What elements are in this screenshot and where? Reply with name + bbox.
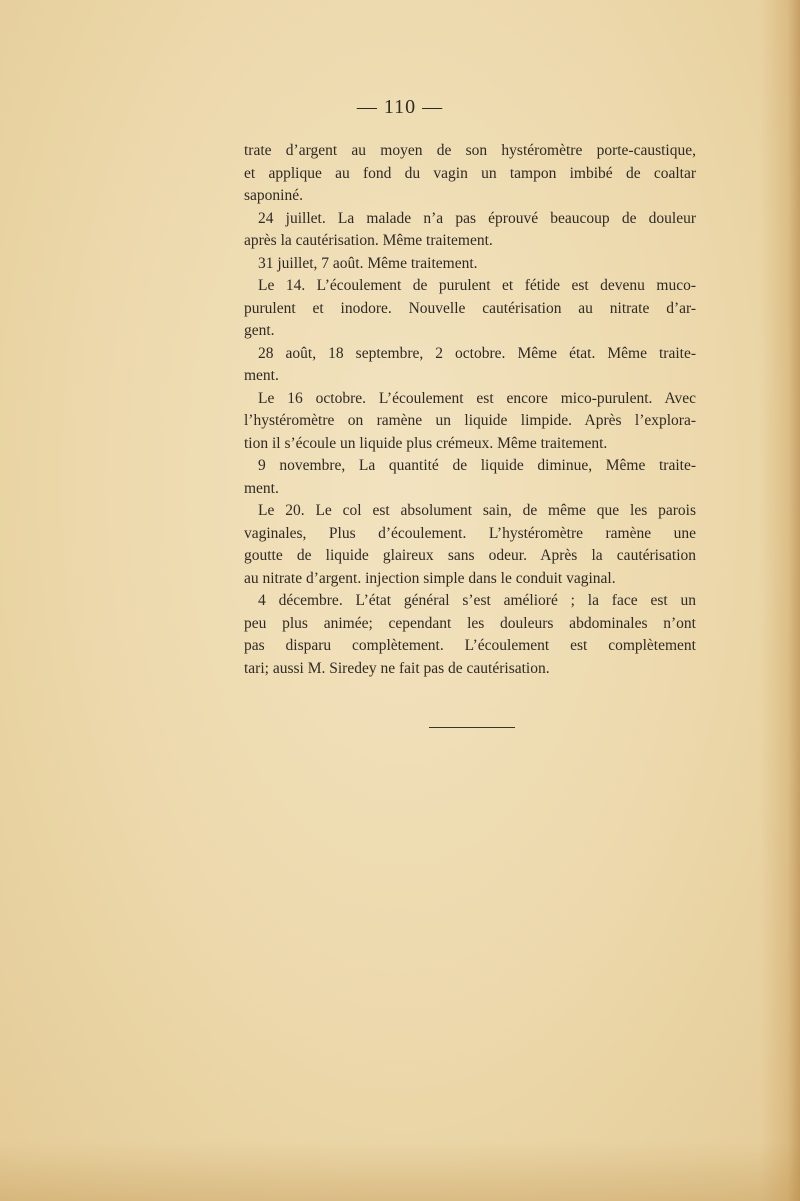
text-line: Le 16 octobre. L’écoulement est encore mico-purulent. Avec — [258, 389, 696, 407]
text-line: ment. — [244, 479, 279, 497]
body-text — [244, 140, 696, 680]
text-line: 28 août, 18 septembre, 2 octobre. Même état. Même traite- — [258, 344, 696, 362]
text-line: 24 juillet. La malade n’a pas éprouvé beaucoup de douleur — [258, 209, 696, 227]
page-number: — 110 — — [356, 96, 444, 118]
text-line: vaginales, Plus d’écoulement. L’hystéromètre ramène une — [244, 524, 696, 542]
text-line: goutte de liquide glaireux sans odeur. Après la cautérisation — [244, 547, 696, 564]
text-line: 31 juillet, 7 août. Même traitement. — [258, 254, 478, 272]
text-line: tion il s’écoule un liquide plus crémeux. Même traitement. — [244, 434, 608, 452]
text-line: 4 décembre. L’état général s’est amélioré ; la face est un — [258, 592, 696, 609]
text-line: peu plus animée; cependant les douleurs abdominales n’ont — [244, 614, 696, 632]
text-line: et applique au fond du vagin un tampon imbibé de coaltar — [244, 164, 696, 182]
text-line: trate d’argent au moyen de son hystéromètre porte-caustique, — [244, 142, 696, 159]
text-line: Le 20. Le col est absolument sain, de même que les parois — [258, 502, 696, 519]
text-line: pas disparu complètement. L’écoulement est complètement — [244, 637, 696, 654]
text-line: gent. — [244, 322, 275, 339]
section-end-rule — [429, 727, 515, 728]
text-line: après la cautérisation. Même traitement. — [244, 232, 493, 249]
text-line: l’hystéromètre on ramène un liquide limpide. Après l’explora- — [244, 412, 696, 429]
text-line: 9 novembre, La quantité de liquide diminue, Même traite- — [258, 457, 696, 474]
text-line: saponiné. — [244, 187, 303, 204]
text-line: purulent et inodore. Nouvelle cautérisation au nitrate d’ar- — [244, 299, 696, 317]
page-edge-shadow-bottom — [0, 1141, 800, 1201]
page-edge-shadow-right — [760, 0, 800, 1201]
text-line: tari; aussi M. Siredey ne fait pas de cautérisation. — [244, 659, 550, 677]
text-line: Le 14. L’écoulement de purulent et fétide est devenu muco- — [258, 277, 696, 294]
text-line: ment. — [244, 367, 279, 384]
text-line: au nitrate d’argent. injection simple dans le conduit vaginal. — [244, 569, 616, 587]
